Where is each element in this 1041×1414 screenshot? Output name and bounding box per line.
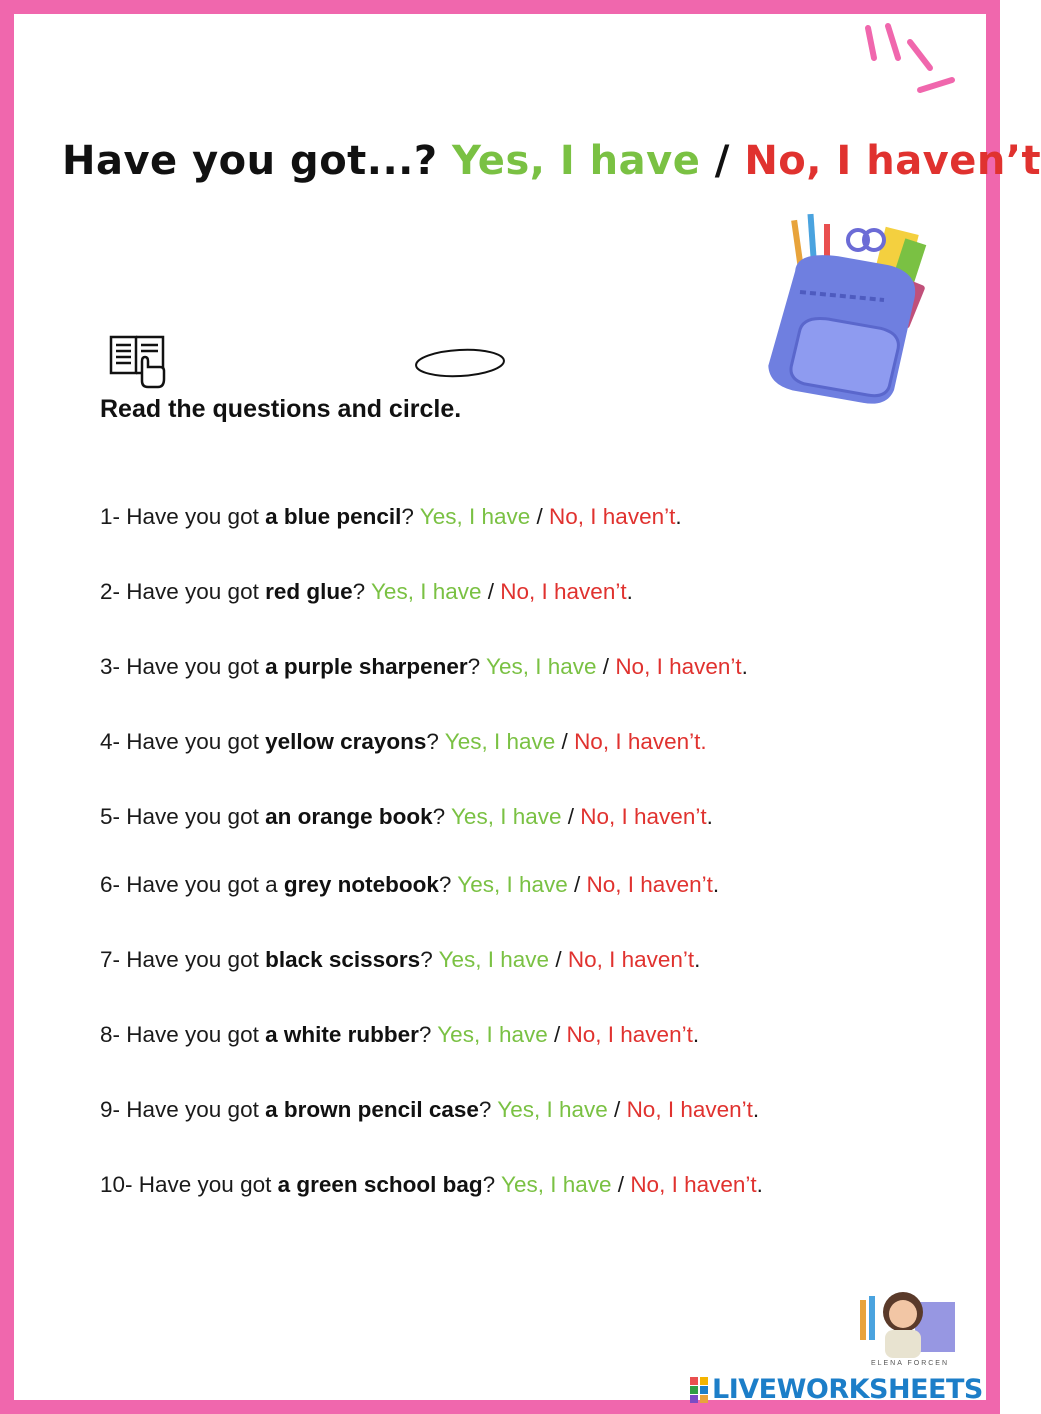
question-prefix: 1- Have you got: [100, 504, 266, 529]
answer-separator: /: [547, 1022, 567, 1047]
question-item-name: an orange book: [265, 804, 433, 829]
question-end: .: [706, 804, 713, 829]
answer-separator: /: [596, 654, 616, 679]
question-prefix: 7- Have you got: [100, 947, 266, 972]
question-mark: ?: [401, 504, 420, 529]
decorative-lines-icon: [860, 18, 960, 103]
answer-no[interactable]: No, I haven’t: [567, 947, 695, 972]
question-item: [100, 729, 707, 755]
title-question: Have you got...?: [62, 138, 453, 184]
question-end: .: [712, 872, 720, 897]
question-mark: ?: [482, 1172, 502, 1197]
question-mark: ?: [438, 872, 458, 897]
question-end: .: [626, 579, 633, 604]
question-end: .: [694, 947, 701, 972]
question-prefix: 5- Have you got: [100, 804, 266, 829]
question-item-name: a white rubber: [265, 1022, 419, 1047]
question-prefix: 3- Have you got: [100, 654, 266, 679]
answer-separator: /: [549, 947, 568, 972]
answer-no[interactable]: No, I haven’t: [615, 654, 742, 679]
question-item: [100, 872, 719, 898]
answer-separator: /: [567, 872, 587, 897]
answer-separator: /: [530, 504, 550, 529]
author-avatar-icon: [855, 1282, 965, 1362]
title-no: No, I haven’t: [744, 138, 1041, 184]
question-mark: ?: [426, 729, 445, 754]
question-item-name: a green school bag: [277, 1172, 483, 1197]
question-mark: ?: [418, 1022, 438, 1047]
liveworksheets-logo-icon: [690, 1377, 708, 1403]
answer-yes[interactable]: Yes, I have: [450, 804, 562, 829]
answer-yes[interactable]: Yes, I have: [437, 1022, 548, 1047]
answer-yes[interactable]: Yes, I have: [501, 1172, 612, 1197]
question-mark: ?: [467, 654, 487, 679]
question-item: [100, 947, 700, 973]
answer-no[interactable]: No, I haven’t: [586, 872, 713, 897]
answer-separator: /: [611, 1172, 631, 1197]
circle-oval-icon: [412, 346, 508, 380]
question-item-name: grey notebook: [283, 872, 439, 897]
question-prefix: 9- Have you got: [100, 1097, 266, 1122]
answer-no[interactable]: No, I haven’t: [630, 1172, 757, 1197]
question-item: [100, 1022, 699, 1048]
backpack-icon: [766, 210, 936, 405]
answer-no[interactable]: No, I haven’t.: [574, 729, 707, 754]
question-item: [100, 654, 748, 680]
question-end: .: [675, 504, 682, 529]
title-slash: /: [700, 138, 745, 184]
answer-no[interactable]: No, I haven’t: [549, 504, 676, 529]
answer-no[interactable]: No, I haven’t: [580, 804, 707, 829]
answer-yes[interactable]: Yes, I have: [486, 654, 597, 679]
worksheet-title: [62, 138, 1041, 184]
question-prefix: 4- Have you got: [100, 729, 266, 754]
title-yes: Yes, I have: [452, 138, 701, 184]
question-prefix: 8- Have you got: [100, 1022, 266, 1047]
question-item: [100, 504, 682, 530]
answer-yes[interactable]: Yes, I have: [457, 872, 568, 897]
question-end: .: [756, 1172, 763, 1197]
instruction-text: Read the questions and circle.: [100, 395, 462, 423]
read-book-icon: [108, 333, 170, 391]
question-item-name: yellow crayons: [265, 729, 427, 754]
question-end: .: [692, 1022, 700, 1047]
answer-yes[interactable]: Yes, I have: [419, 504, 531, 529]
question-mark: ?: [478, 1097, 498, 1122]
question-item: [100, 579, 633, 605]
question-end: .: [752, 1097, 760, 1122]
question-mark: ?: [432, 804, 451, 829]
question-item-name: a brown pencil case: [265, 1097, 479, 1122]
answer-no[interactable]: No, I haven’t: [500, 579, 627, 604]
answer-yes[interactable]: Yes, I have: [497, 1097, 608, 1122]
answer-yes[interactable]: Yes, I have: [444, 729, 556, 754]
question-item-name: red glue: [265, 579, 353, 604]
question-mark: ?: [420, 947, 439, 972]
question-mark: ?: [352, 579, 371, 604]
question-item: [100, 1097, 759, 1123]
answer-no[interactable]: No, I haven’t: [626, 1097, 753, 1122]
question-prefix: 2- Have you got: [100, 579, 266, 604]
question-item: [100, 804, 713, 830]
question-prefix: 10- Have you got: [100, 1172, 278, 1197]
answer-separator: /: [481, 579, 501, 604]
question-item: [100, 1172, 763, 1198]
footer-brand: LIVEWORKSHEETS: [712, 1374, 983, 1405]
answer-yes[interactable]: Yes, I have: [438, 947, 550, 972]
question-item-name: a purple sharpener: [265, 654, 468, 679]
question-item-name: a blue pencil: [265, 504, 402, 529]
answer-separator: /: [555, 729, 575, 754]
answer-yes[interactable]: Yes, I have: [370, 579, 482, 604]
liveworksheets-logo[interactable]: [690, 1374, 983, 1405]
question-item-name: black scissors: [265, 947, 421, 972]
answer-separator: /: [561, 804, 581, 829]
author-badge: ELENA FORCEN: [870, 1360, 950, 1367]
answer-no[interactable]: No, I haven’t: [566, 1022, 693, 1047]
question-end: .: [741, 654, 748, 679]
question-prefix: 6- Have you got a: [100, 872, 284, 897]
answer-separator: /: [607, 1097, 627, 1122]
